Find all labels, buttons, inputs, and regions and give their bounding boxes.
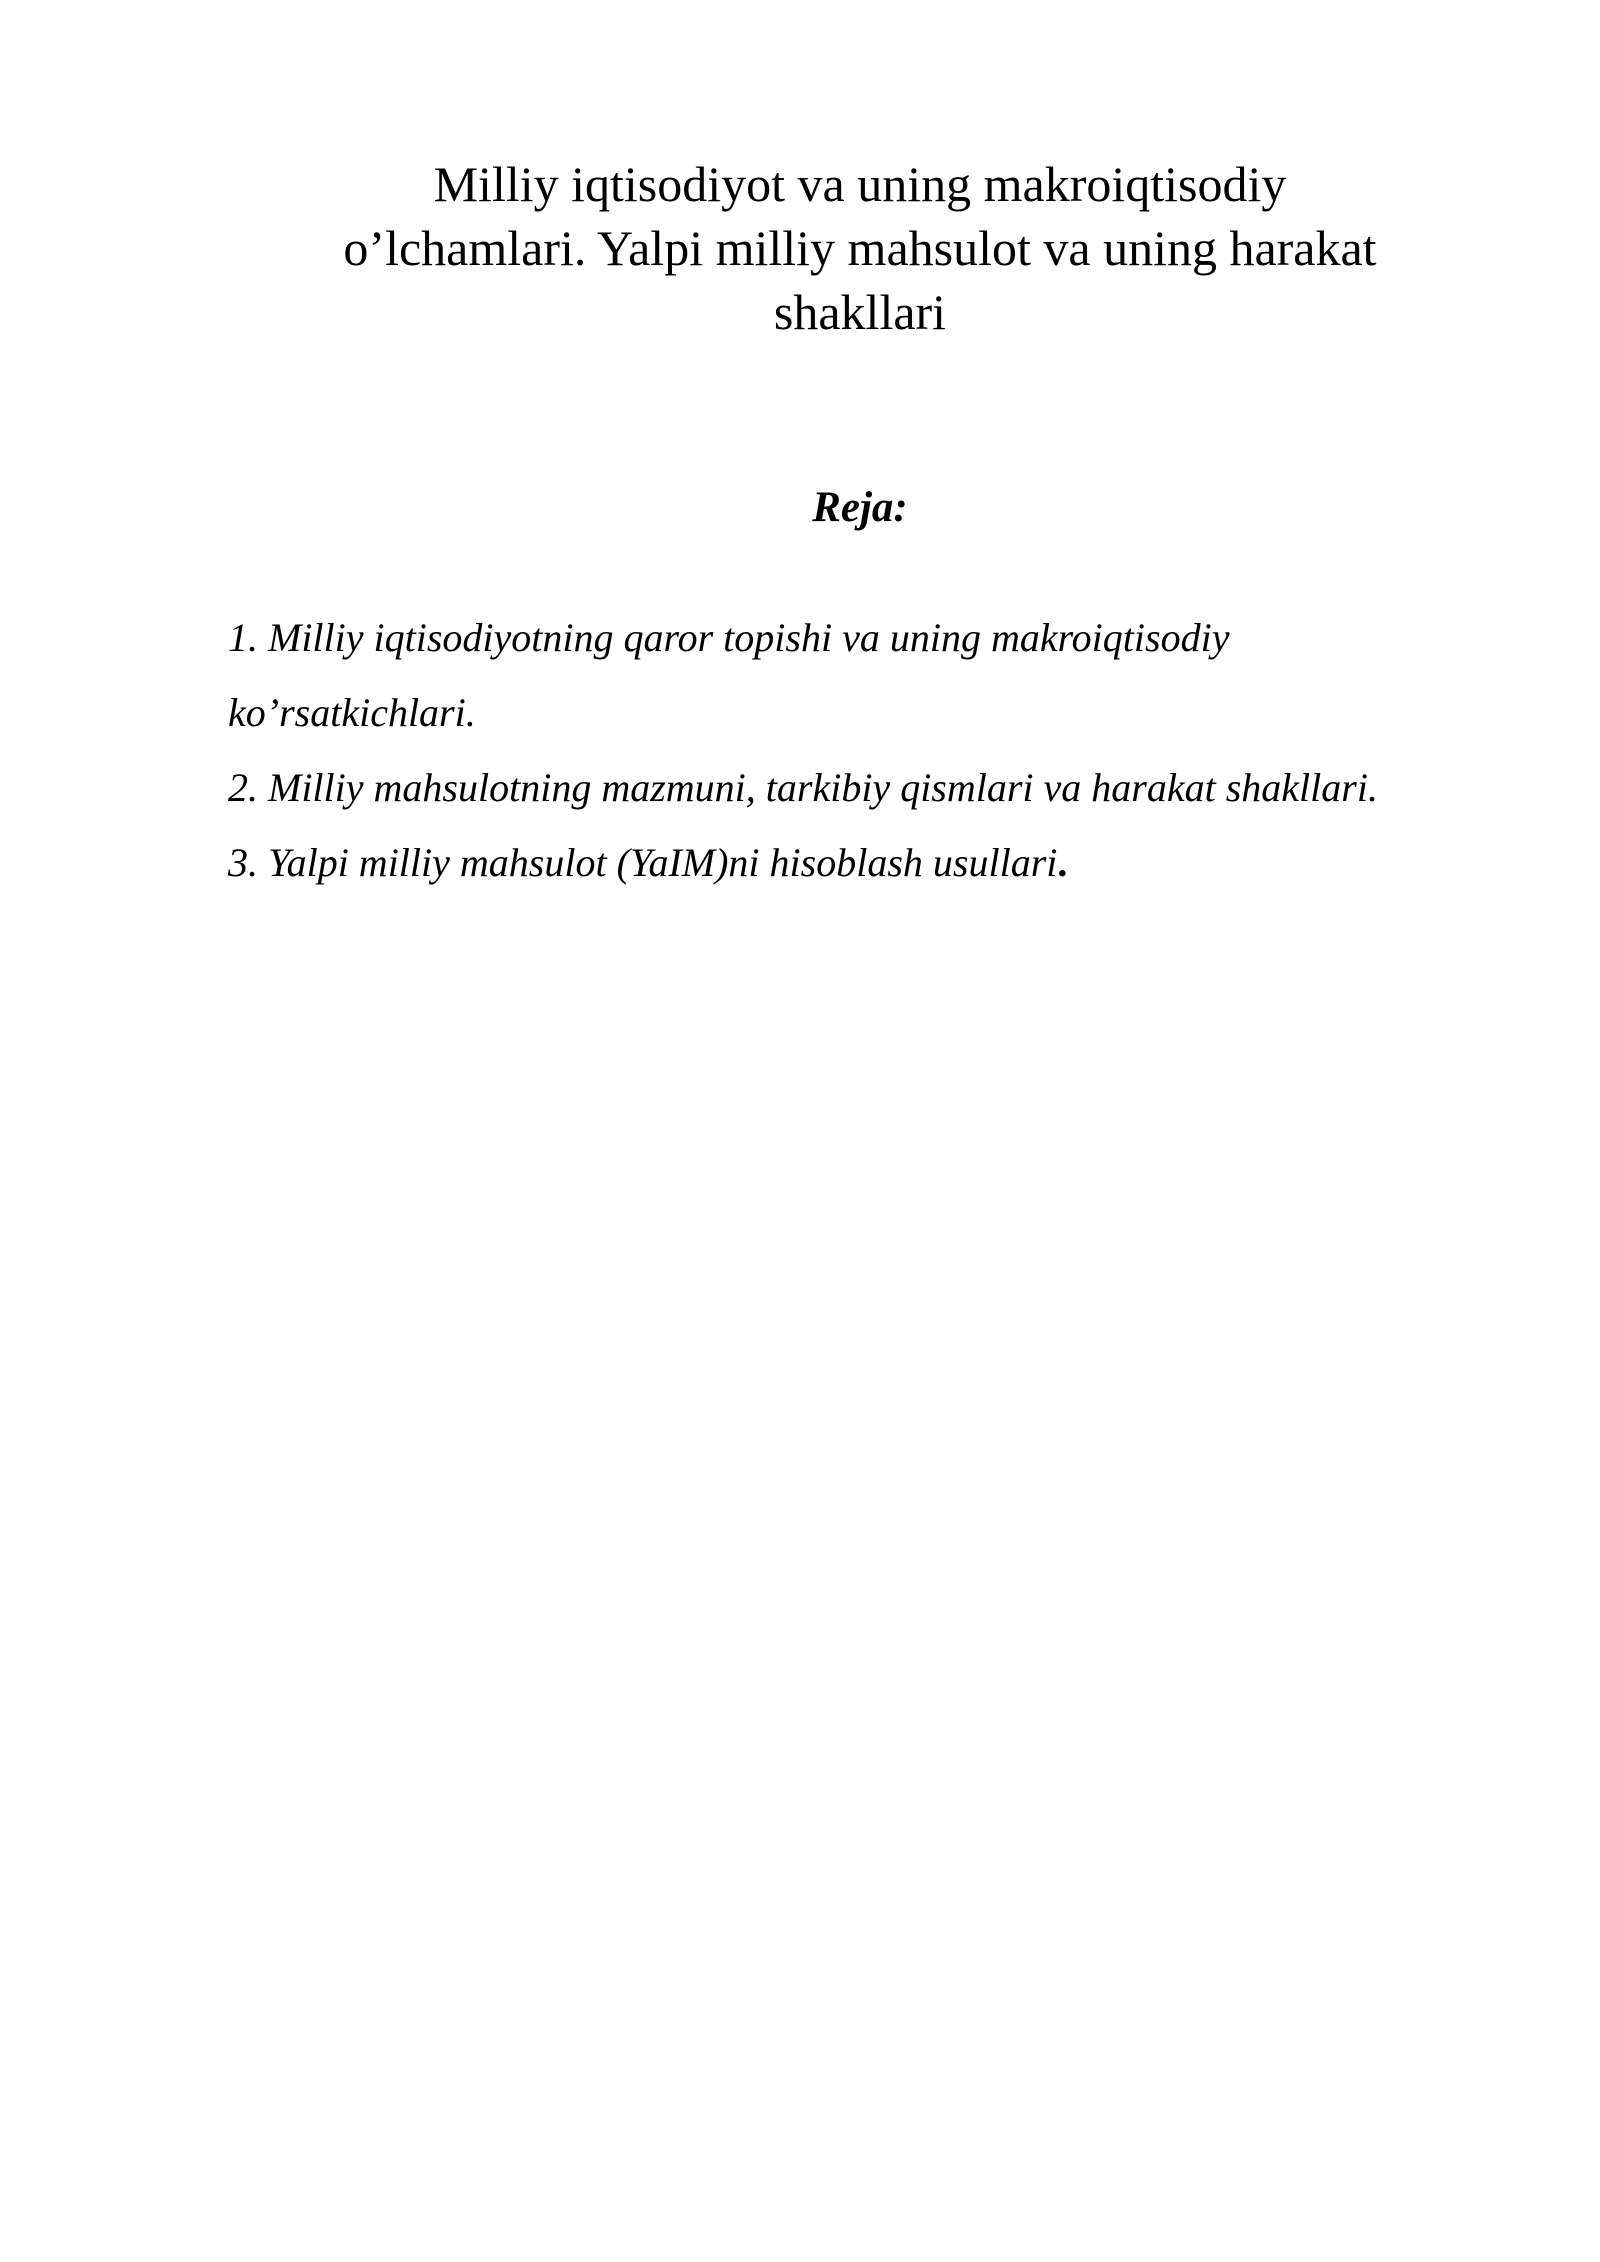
- title-line-3: shakllari: [773, 284, 947, 340]
- title-line-1: Milliy iqtisodiyot va uning makroiqtisodiy: [433, 156, 1287, 212]
- plan-item-3: [228, 825, 1548, 900]
- document-title: [200, 152, 1520, 344]
- plan-item-1-line-2: ko’rsatkichlari.: [228, 690, 476, 735]
- plan-item-1: [228, 600, 1548, 750]
- title-line-2: o’lchamlari. Yalpi milliy mahsulot va uning harakat: [343, 220, 1377, 276]
- plan-item-2-line-1: 2. Milliy mahsulotning mazmuni, tarkibiy qismlari va harakat shakllari.: [228, 765, 1378, 810]
- plan-item-3-text: 3. Yalpi milliy mahsulot (YaIM)ni hisoblash usullari: [228, 840, 1058, 885]
- plan-list: [228, 600, 1548, 900]
- plan-heading: Reja:: [812, 484, 908, 531]
- plan-item-3-bold-period: .: [1057, 840, 1068, 885]
- plan-item-2: [228, 750, 1548, 825]
- plan-item-1-line-1: 1. Milliy iqtisodiyotning qaror topishi va uning makroiqtisodiy: [228, 615, 1230, 660]
